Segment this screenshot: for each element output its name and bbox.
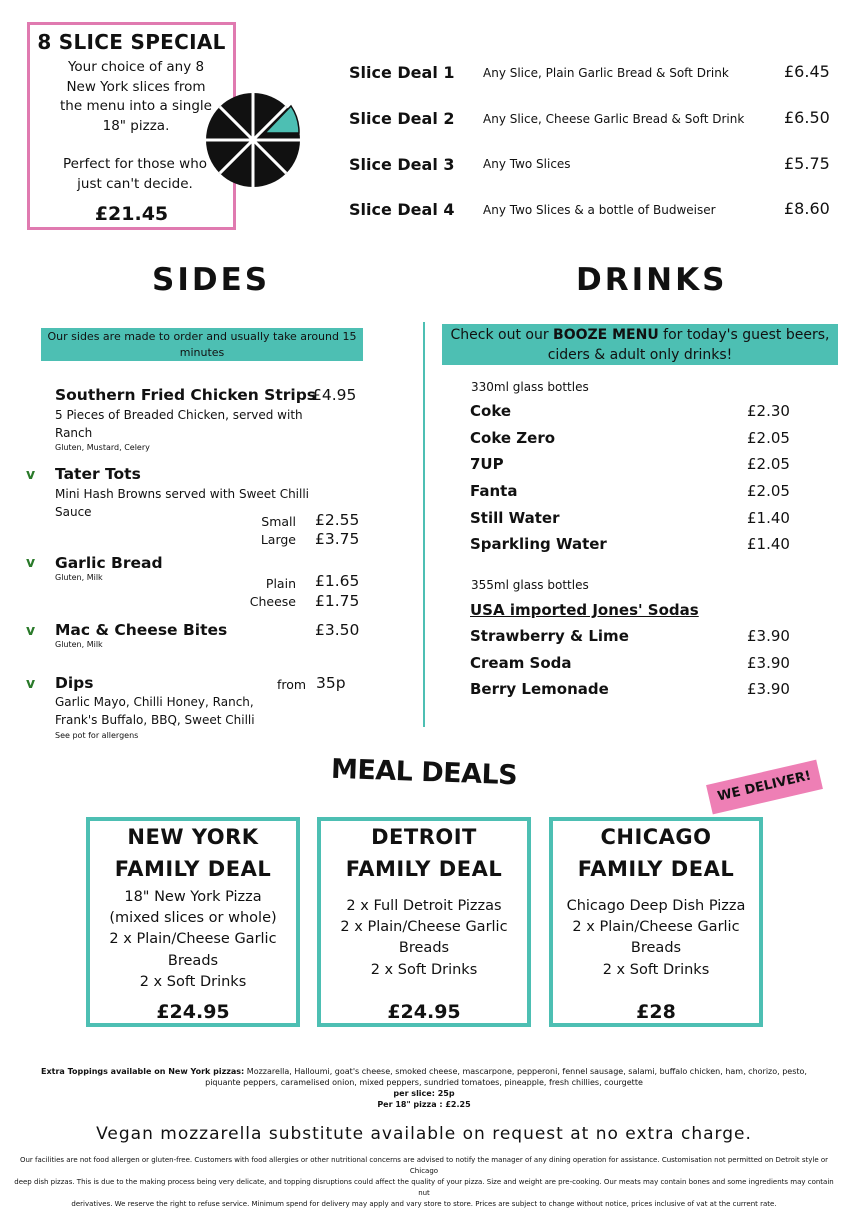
special-tagline-line: just can't decide. bbox=[77, 175, 193, 192]
side-item-name: Southern Fried Chicken Strips bbox=[55, 386, 317, 404]
deal-price: £28 bbox=[636, 1001, 676, 1023]
sides-heading: SIDES bbox=[152, 262, 271, 298]
desc-line: Ranch bbox=[55, 426, 93, 440]
toppings-label: Extra Toppings available on New York pizzas: bbox=[41, 1067, 245, 1076]
column-divider bbox=[423, 322, 425, 727]
drink-price: £3.90 bbox=[747, 627, 790, 645]
deal-title-line: FAMILY DEAL bbox=[577, 857, 735, 881]
slice-deal-3-price: £5.75 bbox=[784, 154, 830, 173]
side-item-name: Tater Tots bbox=[55, 465, 141, 483]
side-item-allergens: Gluten, Mustard, Celery bbox=[55, 443, 150, 452]
disclaimer-line: deep dish pizzas. This is due to the making process being very delicate, and topping disruptions could affect the quality of your pizza. Size and weight are pre-cooking. Our meats may contain bones and some ingredients may contain nut bbox=[14, 1178, 834, 1197]
booze-menu-text: BOOZE MENU bbox=[553, 327, 659, 343]
special-title: 8 SLICE SPECIAL bbox=[37, 30, 226, 54]
drink-name: Strawberry & Lime bbox=[470, 627, 629, 645]
side-item-desc bbox=[55, 406, 303, 442]
deal-line: 2 x Plain/Cheese Garlic bbox=[340, 919, 508, 936]
option-price: £3.75 bbox=[315, 530, 360, 548]
toppings-list: Mozzarella, Halloumi, goat's cheese, smoked cheese, mascarpone, pepperoni, fennel sausage, salami, buffalo chicken, ham, chorizo, pesto, bbox=[244, 1067, 807, 1076]
deal-line: 2 x Soft Drinks bbox=[602, 961, 710, 978]
new-york-family-deal bbox=[86, 817, 300, 1027]
desc-line: Frank's Buffalo, BBQ, Sweet Chilli bbox=[55, 713, 255, 727]
side-item-price: £4.95 bbox=[312, 386, 357, 404]
desc-line: Mini Hash Browns served with Sweet Chilli bbox=[55, 487, 310, 501]
special-desc-line: New York slices from bbox=[66, 78, 206, 95]
option-label: Cheese bbox=[249, 594, 296, 609]
slice-deal-4-name: Slice Deal 4 bbox=[349, 200, 455, 219]
deal-line: Chicago Deep Dish Pizza bbox=[566, 898, 746, 914]
drinks-banner bbox=[442, 324, 838, 365]
drink-name: 7UP bbox=[470, 455, 504, 473]
drink-name: Berry Lemonade bbox=[470, 680, 609, 698]
sides-banner bbox=[41, 328, 363, 361]
special-tagline-line: Perfect for those who bbox=[62, 156, 208, 172]
drinks-heading: DRINKS bbox=[576, 262, 728, 298]
slice-deal-3-desc: Any Two Slices bbox=[483, 157, 571, 171]
slice-deal-1-desc: Any Slice, Plain Garlic Bread & Soft Drink bbox=[483, 66, 729, 80]
side-item-allergens: Gluten, Milk bbox=[55, 640, 103, 649]
jones-sodas-title: USA imported Jones' Sodas bbox=[470, 601, 699, 619]
drink-name: Fanta bbox=[470, 482, 518, 500]
option-price: £2.55 bbox=[315, 511, 360, 529]
drink-price: £3.90 bbox=[747, 680, 790, 698]
drink-price: £1.40 bbox=[747, 509, 790, 527]
drinks-group-label: 330ml glass bottles bbox=[471, 380, 589, 394]
special-desc-line: Your choice of any 8 bbox=[67, 59, 205, 75]
side-item-name: Dips bbox=[55, 674, 94, 692]
price-prefix: from bbox=[277, 677, 307, 692]
disclaimer bbox=[14, 1155, 834, 1210]
drinks-banner-line-2: ciders & adult only drinks! bbox=[547, 347, 733, 363]
deal-price: £24.95 bbox=[387, 1001, 461, 1023]
special-tagline bbox=[60, 155, 210, 194]
deal-line: 2 x Full Detroit Pizzas bbox=[346, 898, 502, 914]
drink-price: £2.05 bbox=[747, 429, 790, 447]
topping-price-slice: per slice: 25p bbox=[393, 1089, 455, 1098]
deal-line: 2 x Soft Drinks bbox=[139, 973, 247, 990]
desc-line: Garlic Mayo, Chilli Honey, Ranch, bbox=[55, 695, 254, 709]
deal-line: 2 x Plain/Cheese Garlic bbox=[109, 931, 277, 948]
disclaimer-line: derivatives. We reserve the right to refuse service. Minimum spend for delivery may apply and vary store to store. Prices are subject to change without notice, prices inclusive of vat at the current rate. bbox=[71, 1200, 777, 1208]
deal-title-line: DETROIT bbox=[371, 825, 477, 849]
sides-banner-line: minutes bbox=[179, 345, 225, 359]
drinks-banner-line-1 bbox=[442, 325, 838, 345]
drink-price: £1.40 bbox=[747, 535, 790, 553]
special-desc-line: the menu into a single bbox=[60, 98, 212, 114]
vegetarian-marker: v bbox=[26, 623, 36, 639]
drink-name: Cream Soda bbox=[470, 654, 572, 672]
deal-line: 2 x Plain/Cheese Garlic bbox=[572, 919, 740, 936]
side-item-price: £3.50 bbox=[315, 621, 360, 639]
slice-deal-1-name: Slice Deal 1 bbox=[349, 63, 455, 82]
drink-price: £2.30 bbox=[747, 402, 790, 420]
side-item-desc bbox=[55, 693, 255, 729]
option-label: Large bbox=[260, 532, 296, 547]
side-item-name: Garlic Bread bbox=[55, 554, 163, 572]
deal-line: 2 x Soft Drinks bbox=[370, 961, 478, 978]
deal-title-line: FAMILY DEAL bbox=[114, 857, 272, 881]
toppings-line-1 bbox=[20, 1066, 828, 1077]
vegetarian-marker: v bbox=[26, 676, 36, 692]
slice-deal-4-price: £8.60 bbox=[784, 199, 830, 218]
deal-title-line: CHICAGO bbox=[600, 825, 712, 849]
deal-contents bbox=[90, 887, 296, 993]
option-price: £1.65 bbox=[315, 572, 360, 590]
deal-contents bbox=[321, 896, 527, 981]
sides-banner-line: Our sides are made to order and usually take around 15 bbox=[47, 330, 357, 343]
drink-price: £2.05 bbox=[747, 482, 790, 500]
we-deliver-badge: WE DELIVER! bbox=[706, 760, 823, 815]
deal-line: 18" New York Pizza bbox=[124, 889, 262, 905]
drink-name: Still Water bbox=[470, 509, 560, 527]
deal-line: Breads bbox=[630, 940, 682, 957]
side-item-price: 35p bbox=[316, 674, 346, 692]
option-label: Small bbox=[261, 514, 296, 529]
vegetarian-marker: v bbox=[26, 555, 36, 571]
vegan-note: Vegan mozzarella substitute available on request at no extra charge. bbox=[96, 1124, 752, 1144]
chicago-family-deal bbox=[549, 817, 763, 1027]
slice-deal-2-name: Slice Deal 2 bbox=[349, 109, 455, 128]
deal-line: Breads bbox=[167, 952, 219, 969]
special-description bbox=[56, 58, 216, 136]
deal-contents bbox=[553, 896, 759, 981]
slice-deal-4-desc: Any Two Slices & a bottle of Budweiser bbox=[483, 203, 716, 217]
drink-name: Sparkling Water bbox=[470, 535, 607, 553]
topping-price-pizza: Per 18" pizza : £2.25 bbox=[377, 1100, 471, 1109]
drink-name: Coke Zero bbox=[470, 429, 556, 447]
side-item-allergens: Gluten, Milk bbox=[55, 573, 103, 582]
banner-text: for today's guest beers, bbox=[658, 327, 830, 343]
pizza-slices-icon bbox=[203, 85, 313, 190]
desc-line: Sauce bbox=[55, 505, 92, 519]
drinks-group-label: 355ml glass bottles bbox=[471, 578, 589, 592]
side-item-allergens: See pot for allergens bbox=[55, 731, 139, 740]
toppings-line-2: piquante peppers, caramelised onion, mixed peppers, sundried tomatoes, pineapple, fresh chillies, courgette bbox=[205, 1078, 643, 1087]
detroit-family-deal bbox=[317, 817, 531, 1027]
deal-price: £24.95 bbox=[156, 1001, 230, 1023]
slice-deal-2-desc: Any Slice, Cheese Garlic Bread & Soft Drink bbox=[483, 112, 745, 126]
special-desc-line: 18" pizza. bbox=[102, 117, 170, 134]
slice-deal-1-price: £6.45 bbox=[784, 62, 830, 81]
disclaimer-line: Our facilities are not food allergen or gluten-free. Customers with food allergies or other nutritional concerns are advised to notify the manager of any dining operation for assistance. Customisation not permitted on Detroit style or Chicago bbox=[19, 1156, 829, 1175]
option-price: £1.75 bbox=[315, 592, 360, 610]
option-label: Plain bbox=[265, 576, 296, 591]
desc-line: 5 Pieces of Breaded Chicken, served with bbox=[55, 408, 303, 422]
drink-price: £3.90 bbox=[747, 654, 790, 672]
special-price: £21.45 bbox=[94, 203, 169, 225]
drink-name: Coke bbox=[470, 402, 512, 420]
deal-line: Breads bbox=[398, 940, 450, 957]
banner-text: Check out our bbox=[450, 327, 554, 343]
slice-deal-2-price: £6.50 bbox=[784, 108, 830, 127]
drink-price: £2.05 bbox=[747, 455, 790, 473]
meal-deals-heading: MEAL DEALS bbox=[330, 753, 518, 792]
vegetarian-marker: v bbox=[26, 467, 36, 483]
extra-toppings-note bbox=[20, 1066, 828, 1110]
deal-title-line: NEW YORK bbox=[127, 825, 259, 849]
deal-title-line: FAMILY DEAL bbox=[345, 857, 503, 881]
slice-deal-3-name: Slice Deal 3 bbox=[349, 155, 455, 174]
side-item-name: Mac & Cheese Bites bbox=[55, 621, 228, 639]
deal-line: (mixed slices or whole) bbox=[109, 910, 277, 927]
